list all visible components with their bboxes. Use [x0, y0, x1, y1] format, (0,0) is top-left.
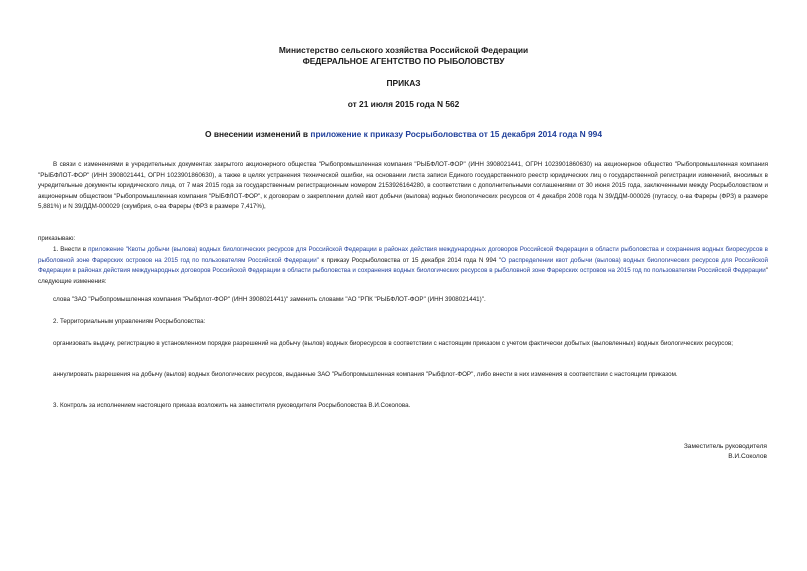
document-title [0, 129, 807, 140]
replace-text: слова "ЗАО "Рыбопромышленная компания "Рыбфлот-ФОР" (ИНН 3908021441)" заменить словами "АО "РПК "РЫБФЛОТ-ФОР" (ИНН 3908021441)". [53, 296, 486, 303]
agency-name: ФЕДЕРАЛЬНОЕ АГЕНТСТВО ПО РЫБОЛОВСТВУ [302, 56, 505, 66]
title-link[interactable]: приложение к приказу Росрыболовства от 15 декабря 2014 года N 994 [310, 129, 602, 139]
item-1-end: " следующие изменения: [38, 267, 768, 285]
ministry-name: Министерство сельского хозяйства Российской Федерации [278, 45, 529, 55]
intro-paragraph [38, 160, 768, 213]
item-2b-text: аннулировать разрешения на добычу (вылов) водных биологических ресурсов, выданные ЗАО "Рыбопромышленная компания "Рыбфлот-ФОР", либо внести в них изменения в соответствии с настоящим приказом. [53, 371, 678, 378]
signature-name: В.И.Соколов [728, 453, 767, 460]
item-2a-text: организовать выдачу, регистрацию в установленном порядке разрешений на добычу (вылов) водных биоресурсов в соответствии с настоящим приказом с учетом фактически добытых (выловленных) водных биологических ресурсов; [53, 340, 734, 347]
order-word: приказываю: [38, 235, 76, 242]
document-date-number: от 21 июля 2015 года N 562 [347, 99, 460, 109]
item-1-appendix-link[interactable]: приложение "Квоты добычи (вылова) водных биологических ресурсов для Российской Федерации в районах действия международных договоров Российской Федерации в области рыболовства и сохранения водных биоресурсов в рыболовной зоне Фарерских островов на 2015 год по пользователям Российской Федерации" [38, 246, 768, 264]
item-2-text: 2. Территориальным управлениям Росрыболовства: [53, 318, 206, 325]
item-1-middle: к приказу Росрыболовства от 15 декабря 2014 года N 994 " [318, 256, 502, 264]
document-type: ПРИКАЗ [386, 78, 421, 88]
item-2b-paragraph [38, 370, 768, 381]
signature-position: Заместитель руководителя [683, 443, 767, 450]
item-2-paragraph [38, 317, 768, 328]
item-1-start: 1. Внести в [53, 246, 89, 253]
item-3-paragraph [38, 401, 768, 412]
order-word-block [38, 234, 768, 245]
replace-paragraph [38, 295, 768, 306]
title-prefix: О внесении изменений в [204, 129, 311, 139]
intro-text: В связи с изменениями в учредительных документах закрытого акционерного общества "Рыбопромышленная компания "РЫБФЛОТ-ФОР" (ИНН 3908021441, ОГРН 1023901860630) на акционерное общество "Рыбопромышленная компания "РЫБФЛОТ-ФОР" (ИНН 3908021441, ОГРН 1023901860630), а также в целях устранения технической ошибки, на основании листа записи Единого государственного реестр юридических лиц о государственной регистрации изменений, вносимых в учредительные документы юридического лица, от 7 мая 2015 года за государственным регистрационным номером 2153926164280, в соответствии с дополнительными соглашениями от 30 июня 2015 года, заключенными между Росрыболовством и акционерным обществом "Рыбопромышленная компания "РЫБФЛОТ-ФОР", к договорам о закреплении долей квот добычи (вылова) водных биологических ресурсов от 4 декабря 2008 года N 39/ДДМ-000026 (путассу, о-ва Фареры (ФРЗ) в размере 5,881%) и N 39/ДДМ-000029 (скумбрия, о-ва Фареры (ФРЗ в размере 7,417%), [38, 161, 768, 211]
item-2a-paragraph [38, 339, 768, 350]
item-1-order-link[interactable]: О распределении квот добычи (вылова) водных биологических ресурсов для Российской Федерации в районах действия международных договоров Российской Федерации в области рыболовства и сохранения водных биологических ресурсов в рыболовной зоне Фарерских островов на 2015 год по пользователям Российской Федерации [38, 256, 768, 275]
item-3-text: 3. Контроль за исполнением настоящего приказа возложить на заместителя руководителя Росрыболовства В.И.Соколова. [53, 402, 411, 409]
item-1-paragraph [38, 245, 768, 287]
